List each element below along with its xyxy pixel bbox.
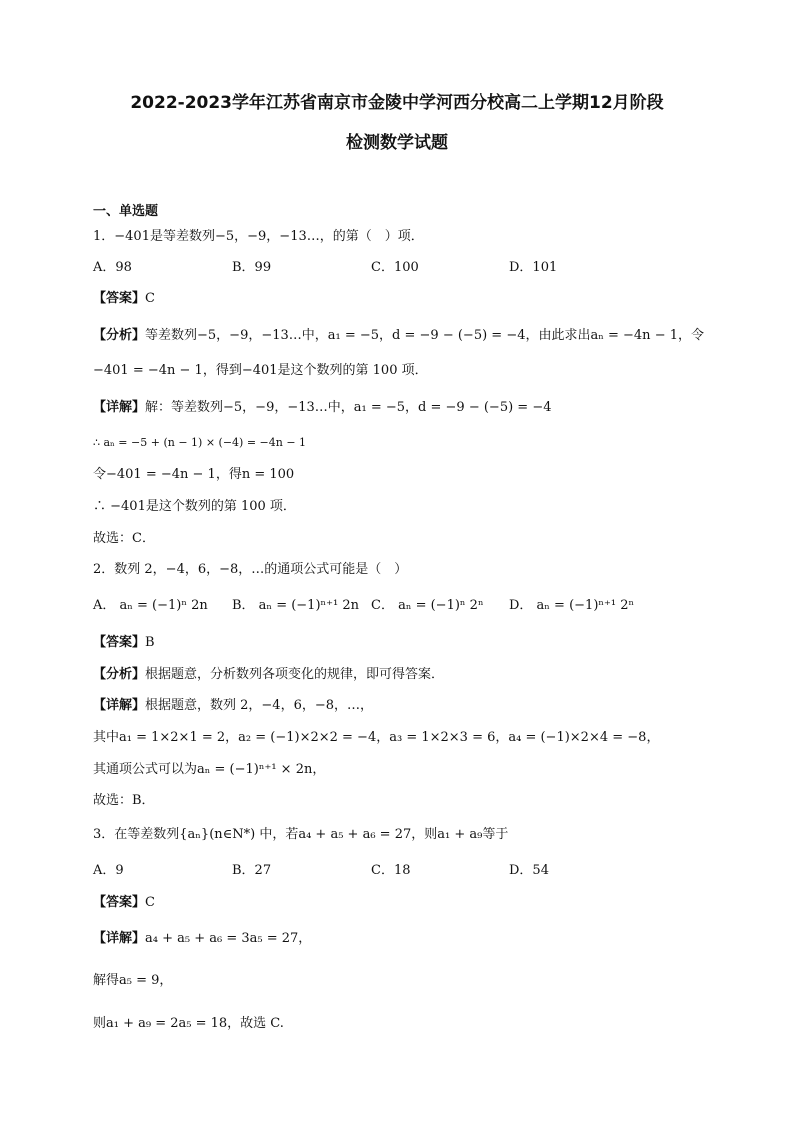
q3-option-d: D．54 (509, 863, 549, 878)
q2-option-a: A． aₙ = (−1)ⁿ 2n (93, 598, 208, 613)
q2-detail-line2: 其中a₁ = 1×2×1 = 2，a₂ = (−1)×2×2 = −4，a₃ = 1×2×3 = 6，a₄ = (−1)×2×4 = −8， (93, 730, 660, 745)
analysis-tag: 【分析】 (93, 667, 146, 682)
q1-stem: 1．−401是等差数列−5，−9，−13…，的第（ ）项． (93, 229, 424, 244)
doc-title-line1: 2022-2023学年江苏省南京市金陵中学河西分校高二上学期12月阶段 (130, 93, 664, 113)
answer-tag: 【答案】 (93, 635, 146, 650)
q3-detail-line1 (93, 930, 311, 948)
analysis-text: 等差数列−5，−9，−13…中，a₁ = −5，d = −9 − (−5) = −4，由此求出aₙ = −4n − 1，令 (145, 328, 704, 343)
q2-answer (93, 634, 155, 652)
detail-tag: 【详解】 (93, 698, 146, 713)
q2-stem: 2．数列 2，−4，6，−8，…的通项公式可能是（ ） (93, 562, 408, 577)
q3-option-c: C．18 (371, 863, 411, 878)
analysis-text: 根据题意，分析数列各项变化的规律，即可得答案． (145, 667, 445, 682)
q3-detail-line2: 解得a₅ = 9， (93, 973, 173, 988)
q1-option-c: C．100 (371, 260, 419, 275)
q3-stem: 3．在等差数列{aₙ}(n∈N*) 中，若a₄ + a₅ + a₆ = 27，则a₁ + a₉等于 (93, 827, 509, 842)
q1-detail-line4: ∴ −401是这个数列的第 100 项． (93, 499, 296, 514)
answer-value: B (145, 635, 155, 650)
q2-detail-line3: 其通项公式可以为aₙ = (−1)ⁿ⁺¹ × 2n， (93, 762, 326, 777)
q1-option-d: D．101 (509, 260, 558, 275)
doc-title-line2: 检测数学试题 (346, 133, 448, 153)
q3-option-b: B．27 (232, 863, 272, 878)
detail-tag: 【详解】 (93, 931, 146, 946)
q1-option-b: B．99 (232, 260, 272, 275)
q1-detail-line3: 令−401 = −4n − 1，得n = 100 (93, 467, 295, 482)
q2-option-b: B． aₙ = (−1)ⁿ⁺¹ 2n (232, 598, 359, 613)
q2-conclusion: 故选：B． (93, 793, 155, 808)
q1-option-a: A．98 (93, 260, 132, 275)
detail-text: 根据题意，数列 2，−4，6，−8，…， (145, 698, 374, 713)
q3-detail-line3: 则a₁ + a₉ = 2a₅ = 18，故选 C. (93, 1016, 284, 1031)
answer-value: C (145, 291, 155, 306)
q1-analysis-line1 (93, 327, 704, 345)
section-heading: 一、单选题 (93, 204, 159, 219)
q3-option-a: A．9 (93, 863, 124, 878)
q1-detail-line1 (93, 399, 552, 417)
detail-tag: 【详解】 (93, 400, 146, 415)
q2-option-d: D． aₙ = (−1)ⁿ⁺¹ 2ⁿ (509, 598, 635, 613)
q1-answer (93, 290, 155, 308)
q2-option-c: C． aₙ = (−1)ⁿ 2ⁿ (371, 598, 484, 613)
answer-tag: 【答案】 (93, 291, 146, 306)
q2-detail-line1 (93, 697, 373, 715)
q1-analysis-line2: −401 = −4n − 1，得到−401是这个数列的第 100 项． (93, 363, 428, 378)
q1-conclusion: 故选：C． (93, 531, 155, 546)
answer-value: C (145, 895, 155, 910)
detail-text: a₄ + a₅ + a₆ = 3a₅ = 27， (145, 931, 312, 946)
q2-analysis (93, 666, 444, 684)
analysis-tag: 【分析】 (93, 328, 146, 343)
detail-text: 解：等差数列−5，−9，−13…中，a₁ = −5，d = −9 − (−5) = −4 (145, 400, 552, 415)
answer-tag: 【答案】 (93, 895, 146, 910)
q1-detail-line2: ∴ aₙ = −5 + (n − 1) × (−4) = −4n − 1 (93, 436, 307, 449)
q3-answer (93, 894, 155, 912)
